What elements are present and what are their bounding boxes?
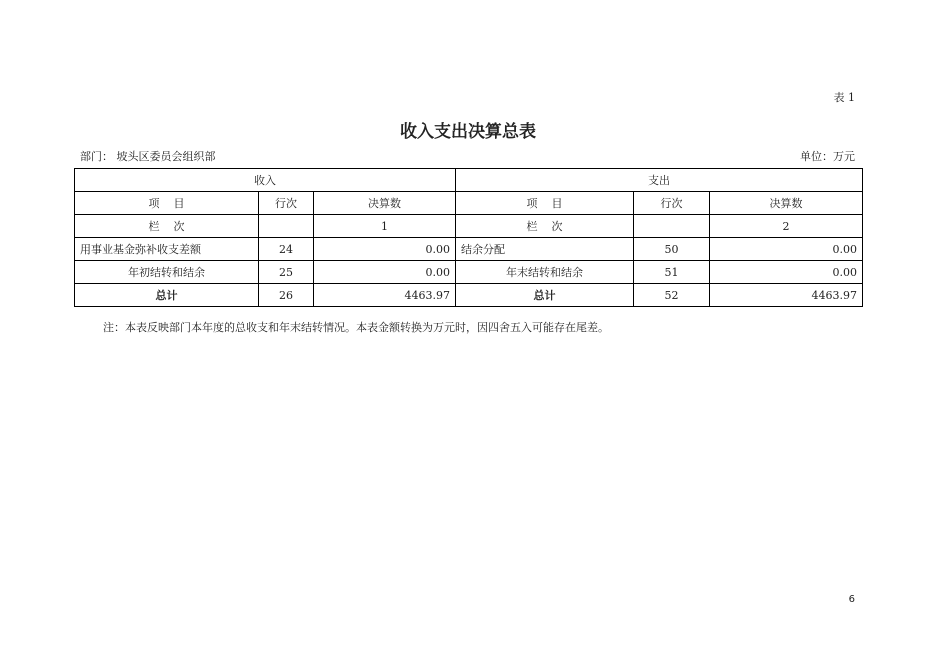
income-total-row-no: 26 [259, 284, 314, 307]
department-label: 部门： 坡头区委员会组织部 [80, 150, 216, 163]
expense-total-label: 总计 [456, 284, 634, 307]
income-item: 年初结转和结余 [75, 261, 259, 284]
table-section-header-row [75, 169, 863, 192]
income-amount: 0.00 [314, 261, 456, 284]
income-total-label: 总计 [75, 284, 259, 307]
expense-item-header: 项 目 [456, 192, 634, 215]
expense-column-number: 2 [710, 215, 863, 238]
expense-column-label: 栏 次 [456, 215, 634, 238]
expense-column-empty [634, 215, 710, 238]
income-amount: 0.00 [314, 238, 456, 261]
table-number: 表 1 [833, 91, 855, 104]
unit-label: 单位：万元 [800, 150, 855, 163]
income-section-header: 收入 [75, 169, 456, 192]
income-item: 用事业基金弥补收支差额 [75, 238, 259, 261]
expense-row-no: 50 [634, 238, 710, 261]
expense-row-no-header: 行次 [634, 192, 710, 215]
income-column-label: 栏 次 [75, 215, 259, 238]
table-row [75, 261, 863, 284]
income-expense-table [74, 168, 863, 307]
total-row [75, 284, 863, 307]
income-column-empty [259, 215, 314, 238]
table-column-header-row [75, 192, 863, 215]
expense-row-no: 51 [634, 261, 710, 284]
column-number-row [75, 215, 863, 238]
expense-item: 结余分配 [456, 238, 634, 261]
income-row-no: 25 [259, 261, 314, 284]
page-number: 6 [848, 594, 855, 605]
table-note: 注：本表反映部门本年度的总收支和年末结转情况。本表金额转换为万元时，因四舍五入可能存在尾差。 [103, 321, 609, 334]
page-title: 收入支出决算总表 [400, 122, 536, 142]
income-total-amount: 4463.97 [314, 284, 456, 307]
expense-amount: 0.00 [710, 238, 863, 261]
income-row-no-header: 行次 [259, 192, 314, 215]
expense-amount: 0.00 [710, 261, 863, 284]
expense-section-header: 支出 [456, 169, 863, 192]
table-row [75, 238, 863, 261]
income-row-no: 24 [259, 238, 314, 261]
expense-amount-header: 决算数 [710, 192, 863, 215]
income-column-number: 1 [314, 215, 456, 238]
expense-total-amount: 4463.97 [710, 284, 863, 307]
income-item-header: 项 目 [75, 192, 259, 215]
expense-item: 年末结转和结余 [456, 261, 634, 284]
expense-total-row-no: 52 [634, 284, 710, 307]
income-amount-header: 决算数 [314, 192, 456, 215]
